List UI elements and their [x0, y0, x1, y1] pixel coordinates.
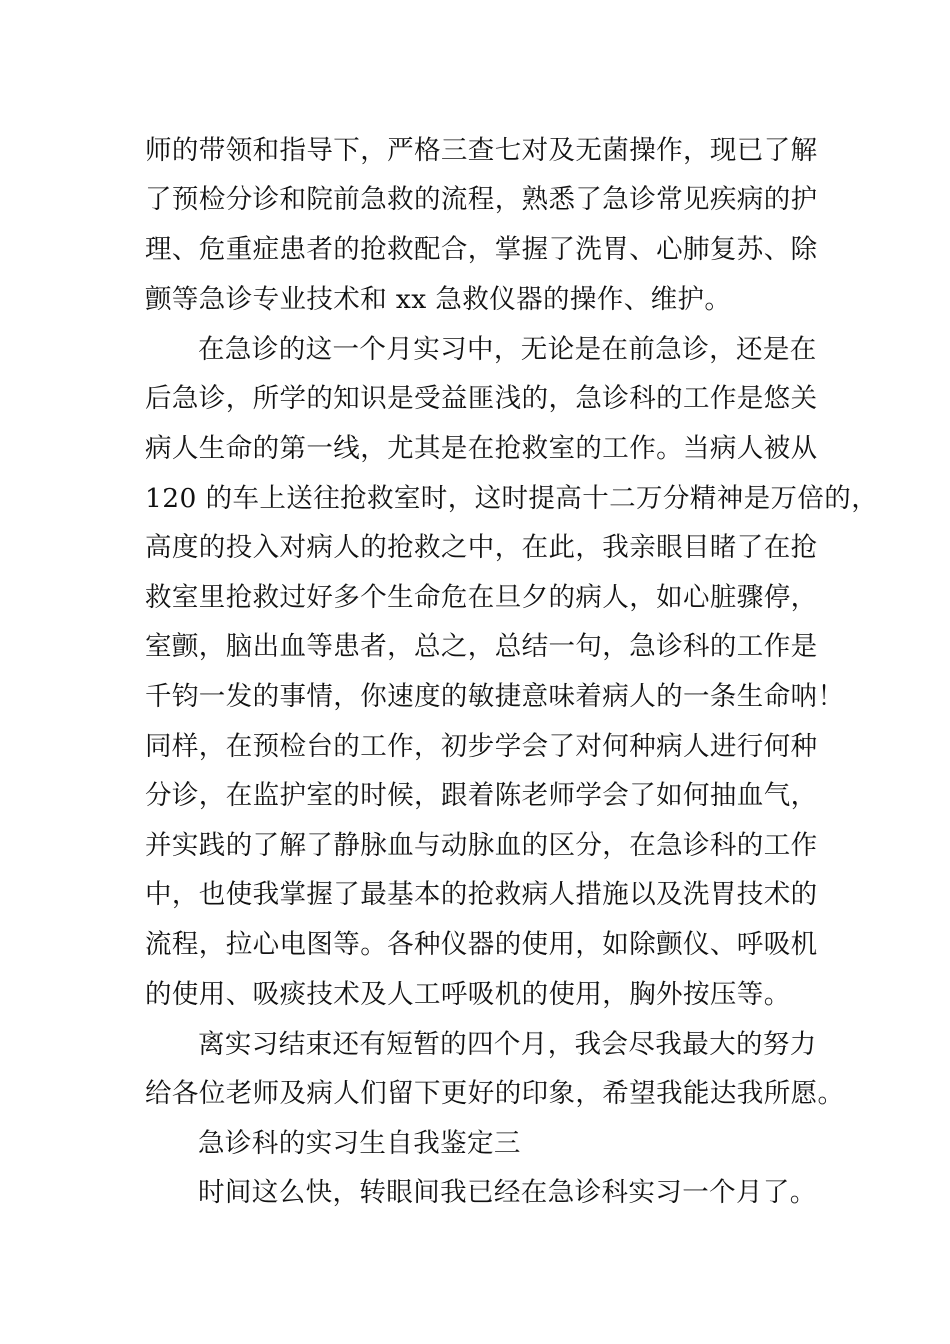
text-line: 在急诊的这一个月实习中，无论是在前急诊，还是在: [198, 334, 817, 365]
text-line: 离实习结束还有短暂的四个月，我会尽我最大的努力: [198, 1029, 817, 1060]
text-line: 120 的车上送往抢救室时，这时提高十二万分精神是万倍的，: [145, 483, 879, 514]
text-line: 颤等急诊专业技术和 xx 急救仪器的操作、维护。: [145, 284, 732, 315]
text-line: 室颤，脑出血等患者，总之，总结一句，急诊科的工作是: [145, 631, 818, 662]
text-line: 同样，在预检台的工作，初步学会了对何种病人进行何种: [145, 731, 818, 762]
text-line: 了预检分诊和院前急救的流程，熟悉了急诊常见疾病的护: [145, 184, 818, 215]
text-line: 时间这么快，转眼间我已经在急诊科实习一个月了。: [198, 1177, 817, 1208]
section-heading: 急诊科的实习生自我鉴定三: [198, 1128, 521, 1159]
text-line: 并实践的了解了静脉血与动脉血的区分，在急诊科的工作: [145, 830, 818, 861]
text-line: 理、危重症患者的抢救配合，掌握了洗胃、心肺复苏、除: [145, 234, 818, 265]
text-line: 高度的投入对病人的抢救之中，在此，我亲眼目睹了在抢: [145, 532, 818, 563]
text-line: 分诊，在监护室的时候，跟着陈老师学会了如何抽血气，: [145, 780, 818, 811]
text-line: 后急诊，所学的知识是受益匪浅的，急诊科的工作是悠关: [145, 383, 818, 414]
text-line: 师的带领和指导下，严格三查七对及无菌操作，现已了解: [145, 135, 818, 166]
text-line: 给各位老师及病人们留下更好的印象，希望我能达我所愿。: [145, 1078, 845, 1109]
text-line: 病人生命的第一线，尤其是在抢救室的工作。当病人被从: [145, 433, 818, 464]
text-line: 救室里抢救过好多个生命危在旦夕的病人，如心脏骤停，: [145, 582, 818, 613]
text-line: 千钧一发的事情，你速度的敏捷意味着病人的一条生命呐！: [145, 681, 845, 712]
text-line: 流程，拉心电图等。各种仪器的使用，如除颤仪、呼吸机: [145, 929, 818, 960]
text-line: 中，也使我掌握了最基本的抢救病人措施以及洗胃技术的: [145, 879, 818, 910]
text-line: 的使用、吸痰技术及人工呼吸机的使用，胸外按压等。: [145, 979, 791, 1010]
